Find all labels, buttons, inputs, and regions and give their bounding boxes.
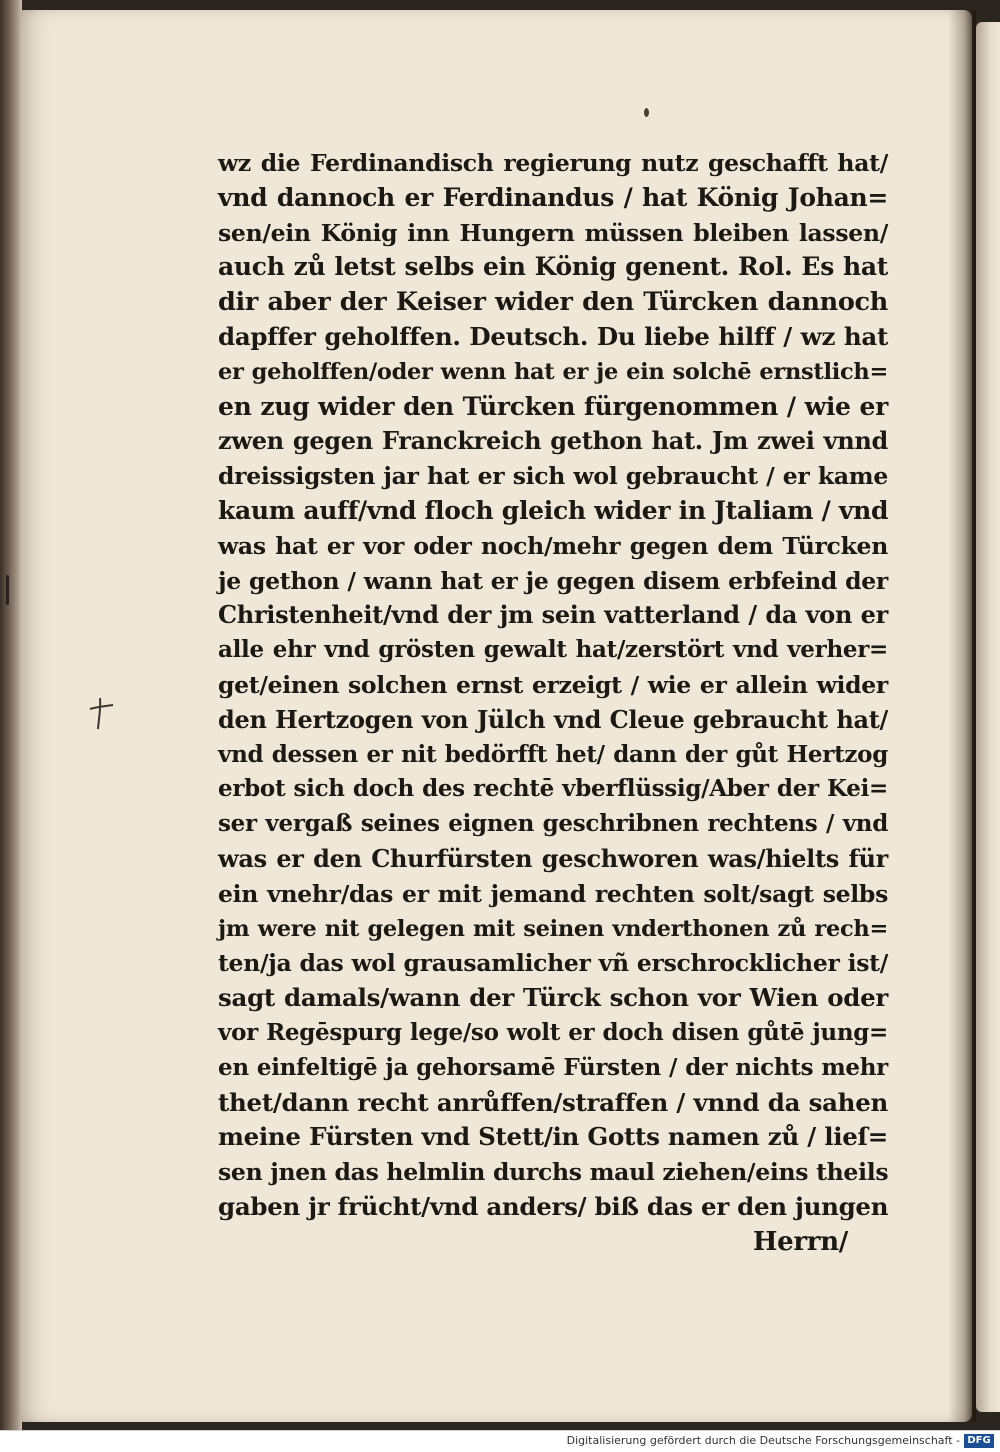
text-line: ein vnehr/das er mit jemand rechten solt/sagt selbs [218,879,888,908]
dfg-logo[interactable]: DFG [964,1434,994,1448]
text-line: zwen gegen Franckreich gethon hat. Jm zwei vnnd [218,426,888,456]
text-line: vor Regēspurg lege/so wolt er doch disen gůtē jung= [218,1018,888,1046]
text-line: ten/ja das wol grausamlicher vñ erschrocklicher ist/ [218,949,888,978]
text-line: jm were nit gelegen mit seinen vnderthonen zů rech= [218,915,888,942]
text-line: je gethon / wann hat er je gegen disem erbfeind der [218,566,888,595]
page-edge-mark [6,575,9,605]
text-line: sen/ein König inn Hungern müssen bleiben lassen/ [218,218,888,247]
text-line: thet/dann recht anrůffen/straffen / vnnd da sahen [218,1087,888,1117]
text-line: vnd dessen er nit bedörfft het/ dann der gůt Hertzog [218,740,888,768]
text-line: auch zů letst selbs ein König genent. Rol. Es hat [218,252,888,282]
text-line: den Hertzogen von Jülch vnd Cleue gebraucht hat/ [218,704,888,734]
body-text [218,146,888,1260]
text-line: was er den Churfürsten geschworen was/hielts für [218,843,888,873]
text-line: sen jnen das helmlin durchs maul ziehen/eins theils [218,1158,889,1187]
text-line: dreissigsten jar hat er sich wol gebraucht / er kame [218,462,888,491]
text-line: meine Fürsten vnd Stett/in Gotts namen zů / lieſ= [218,1122,888,1152]
text-line: er geholffen/oder wenn hat er je ein solchē ernstlich= [218,358,888,385]
text-line: en einfeltigē ja gehorsamē Fürsten / der nichts mehr [218,1053,888,1081]
text-line: erbot sich doch des rechtē vberflüssig/Aber der Kei= [218,775,888,803]
text-line: dir aber der Keiser wider den Türcken dannoch [218,287,888,318]
text-line: Christenheit/vnd der jm sein vatterland / da von er [218,600,888,630]
adjacent-page-edge [976,22,1000,1412]
text-line: ser vergaß seines eignen geschribnen rechtens / vnd [218,810,888,838]
book-spine-edge [0,0,22,1430]
digitization-footer [0,1430,1000,1452]
funding-credit: Digitalisierung gefördert durch die Deutsche Forschungsgemeinschaft - [566,1434,960,1447]
text-line: vnd dannoch er Ferdinandus / hat König Johan= [218,182,888,212]
text-line: dapffer geholffen. Deutsch. Du liebe hilff / wz hat [218,321,888,351]
text-line: was hat er vor oder noch/mehr gegen dem Türcken [218,531,888,560]
text-line: en zug wider den Türcken fürgenommen / wie er [218,391,888,421]
text-line: alle ehr vnd grösten gewalt hat/zerstört vnd verher= [218,636,888,664]
text-line: sagt damals/wann der Türck schon vor Wien oder [218,983,888,1013]
text-line: get/einen solchen ernst erzeigt / wie er allein wider [218,670,888,699]
gutter-shadow [948,10,976,1422]
margin-cross-mark-icon [86,693,116,733]
ink-dot-mark [644,108,649,117]
text-line: gaben jr frücht/vnd anders/ biß das er den jungen [218,1191,889,1221]
catchword: Herrn/ [752,1226,848,1257]
text-line: kaum auff/vnd floch gleich wider in Jtaliam / vnd [218,495,889,525]
text-line: wz die Ferdinandisch regierung nutz geschafft hat/ [218,149,888,177]
